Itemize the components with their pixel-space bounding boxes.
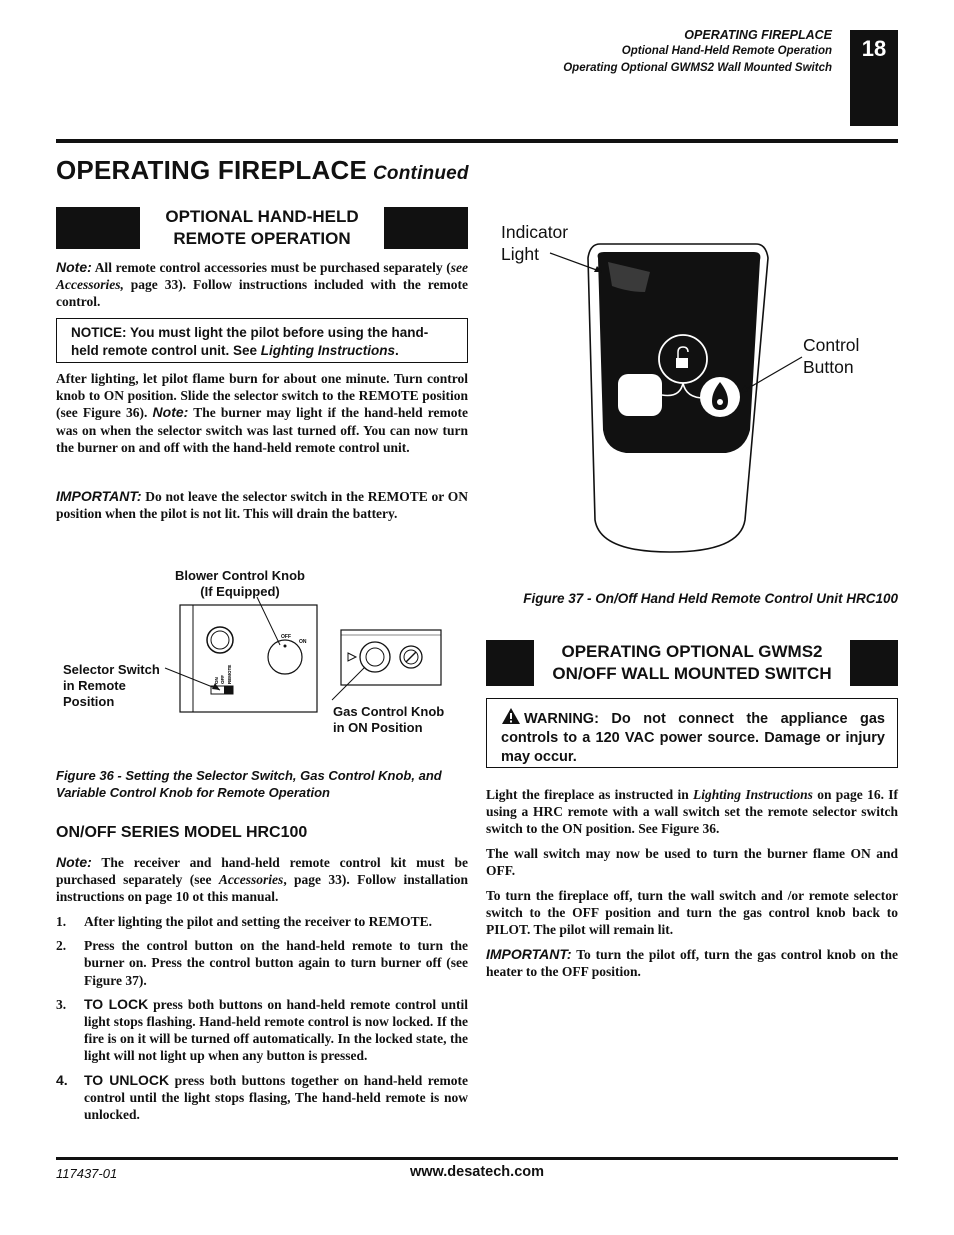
indicator-light-label: Indicator Light bbox=[501, 222, 569, 264]
document-number: 117437-01 bbox=[56, 1166, 118, 1181]
step-1: 1. After lighting the pilot and setting the receiver to REMOTE. bbox=[56, 914, 432, 929]
notice-box: NOTICE: You must light the pilot before using the hand-held remote control unit. See Lighting Instructions. bbox=[56, 318, 468, 363]
figure-36-caption: Figure 36 - Setting the Selector Switch, Gas Control Knob, and Variable Control Knob for Remote Operation bbox=[56, 768, 442, 800]
important-note-left: IMPORTANT: Do not leave the selector switch in the REMOTE or ON position when the pilot is not lit. This will drain the battery. bbox=[56, 488, 468, 522]
knob-off-label: OFF bbox=[281, 634, 291, 640]
header-subsection-1: Optional Hand-Held Remote Operation bbox=[621, 45, 832, 57]
svg-text:OFF: OFF bbox=[220, 675, 225, 684]
section-heading-gwms2 bbox=[486, 640, 898, 686]
kit-purchase-note: Note: The receiver and hand-held remote control kit must be purchased separately (see Accessories, page 33). Follow installation instructions on page 10 ot this manual. bbox=[56, 854, 468, 905]
lock-icon bbox=[676, 358, 688, 368]
step-2: 2. Press the control button on the hand-held remote to turn the burner on. Press the control button again to turn burner off (see Figure 37). bbox=[56, 938, 468, 988]
gwms2-paragraph-2: The wall switch may now be used to turn the burner flame ON and OFF. bbox=[486, 846, 898, 879]
important-note-right: IMPORTANT: To turn the pilot off, turn the gas control knob on the heater to the OFF position. bbox=[486, 946, 898, 980]
step-3: 3. TO LOCK press both buttons on hand-held remote control until light stops flashing. Hand-held remote control is now locked. If the fire is on it will be turned off automatically. In the locked state, the light will not light up when any button is pressed. bbox=[56, 995, 468, 1064]
left-remote-button bbox=[618, 374, 662, 416]
website-link[interactable]: www.desatech.com bbox=[409, 1164, 545, 1180]
svg-text:REMOTE: REMOTE bbox=[227, 664, 232, 684]
svg-text:ON: ON bbox=[214, 677, 219, 684]
heading-block-right bbox=[850, 640, 898, 686]
heading-block-left bbox=[486, 640, 534, 686]
heading-block-left bbox=[56, 207, 140, 249]
figure-37-caption: Figure 37 - On/Off Hand Held Remote Control Unit HRC100 bbox=[523, 591, 898, 606]
section-heading-text: OPERATING OPTIONAL GWMS2 ON/OFF WALL MOUNTED SWITCH bbox=[552, 642, 832, 683]
control-button-label: Control Button bbox=[803, 335, 860, 377]
warning-icon bbox=[501, 707, 521, 725]
page-title-continued: Continued bbox=[373, 163, 469, 184]
lighting-instructions-ref: Lighting Instructions bbox=[260, 343, 396, 358]
hrc100-steps bbox=[56, 913, 468, 1130]
series-model-heading: ON/OFF SERIES MODEL HRC100 bbox=[56, 824, 308, 841]
gwms2-paragraph-1: Light the fireplace as instructed in Lighting Instructions on page 16. If using a HRC remote with a wall switch set the remote selector switch switch to the ON position. See Figure 36. bbox=[486, 787, 898, 837]
accessories-note: Note: All remote control accessories must be purchased separately (see Accessories, page 33). Follow instructions included with the remote control. bbox=[56, 259, 468, 310]
figure-37-remote bbox=[540, 230, 810, 560]
page-number: 18 bbox=[861, 36, 887, 61]
blower-knob-label: Blower Control Knob (If Equipped) bbox=[175, 568, 305, 599]
selector-switch-label: Selector Switch in Remote Position bbox=[63, 662, 160, 709]
after-lighting-paragraph: After lighting, let pilot flame burn for about one minute. Turn control knob to ON position. Slide the selector switch to the REMOTE position (see Figure 36). Note: The burner may light if the hand-held remote was on when the selector switch was last turned off. You can now turn the burner on and off with the hand-held remote control unit. bbox=[56, 371, 468, 455]
footer-rule bbox=[56, 1157, 898, 1160]
section-heading-hand-held bbox=[56, 207, 468, 249]
page-title bbox=[56, 152, 469, 192]
page-number-tab bbox=[850, 30, 898, 126]
figure-36-diagram bbox=[160, 595, 460, 720]
knob-on-label: ON bbox=[299, 639, 307, 645]
header-section: OPERATING FIREPLACE bbox=[684, 28, 832, 42]
gas-knob-label: Gas Control Knob in ON Position bbox=[333, 704, 445, 735]
section-heading-text: OPTIONAL HAND-HELD REMOTE OPERATION bbox=[165, 207, 359, 248]
warning-box: WARNING: Do not connect the appliance gas controls to a 120 VAC power source. Damage or injury may occur. bbox=[486, 698, 898, 768]
heading-block-right bbox=[384, 207, 468, 249]
step-4: 4. TO UNLOCK press both buttons together on hand-held remote control until the light stops flasing, The hand-held remote is now unlocked. bbox=[56, 1071, 468, 1123]
page-title-main: OPERATING FIREPLACE bbox=[56, 155, 368, 185]
running-header bbox=[563, 27, 832, 77]
gwms2-paragraph-3: To turn the fireplace off, turn the wall switch and /or remote selector switch to the OFF position and turn the gas control knob back to PILOT. The pilot will remain lit. bbox=[486, 888, 898, 938]
header-rule bbox=[56, 139, 898, 143]
header-subsection-2: Operating Optional GWMS2 Wall Mounted Switch bbox=[563, 62, 832, 74]
